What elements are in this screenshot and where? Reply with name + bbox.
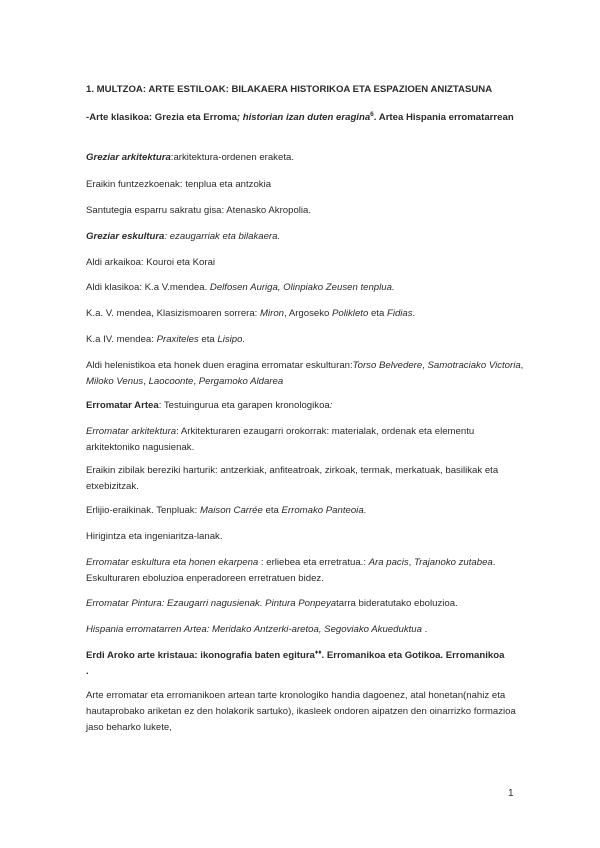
paragraph-hellenistic: Aldi helenistikoa eta honek duen eragina erromatar eskulturan:Torso Belvedere, Samotraciako Victoria, Miloko Venus, Laocoonte, Pergamoko Aldarea <box>86 360 524 387</box>
paragraph-hispania-art: Hispania erromatarren Artea: Meridako Antzerki-aretoa, Segoviako Akueduktua . <box>86 624 428 635</box>
section-heading: 1. MULTZOA: ARTE ESTILOAK: BILAKAERA HISTORIKOA ETA ESPAZIOEN ANIZTASUNA <box>86 84 493 95</box>
paragraph-chronological-gap: Arte erromatar eta erromanikoen artean tarte kronologiko handia dagoenez, atal honetan(nahiz eta hautaprobako ariketan ez den holakorik sartuko), ikasleek ondoren aipatzen den oinarrizko formazioa jaso beharko lukete, <box>86 690 516 733</box>
paragraph-classical-art: -Arte klasikoa: Grezia eta Erroma; historian izan duten eragina$^6$. Artea Hispania erromatarrean <box>86 110 514 123</box>
paragraph-main-buildings: Eraikin funtzezkoenak: tenplua eta antzokia <box>86 179 272 190</box>
paragraph-fourth-century: K.a IV. mendea: Praxiteles eta Lisipo. <box>86 334 246 345</box>
paragraph-roman-sculpture: Erromatar eskultura eta honen ekarpena : erliebea eta erretratua.: Ara pacis, Trajanoko zutabea. Eskulturaren eboluzioa enperadoreen erretratuen bidez. <box>86 557 496 584</box>
paragraph-urbanism: Hirigintza eta ingeniaritza-lanak. <box>86 531 223 542</box>
paragraph-classical-period: Aldi klasikoa: K.a V.mendea. Delfosen Auriga, Olinpiako Zeusen tenplua. <box>86 282 395 293</box>
paragraph-sanctuary: Santutegia esparru sakratu gisa: Atenasko Akropolia. <box>86 205 312 216</box>
paragraph-civil-buildings: Eraikin zibilak bereziki harturik: antzerkiak, anfiteatroak, zirkoak, termak, merkatuak, basilikak eta etxebizitzak. <box>86 465 499 492</box>
paragraph-medieval-art: Erdi Aroko arte kristaua: ikonografia baten egitura♦♦. Erromanikoa eta Gotikoa. Erromanikoa . <box>86 648 505 677</box>
paragraph-roman-architecture: Erromatar arkitektura: Arkitekturaren ezaugarri orokorrak: materialak, ordenak eta elementu arkitektoniko nagusienak. <box>86 426 475 453</box>
page-number: 1 <box>508 788 514 799</box>
paragraph-roman-painting: Erromatar Pintura: Ezaugarri nagusienak. Pintura Ponpeyatarra bideratutako eboluzioa. <box>86 598 458 609</box>
paragraph-greek-sculpture: Greziar eskultura: ezaugarriak eta bilakaera. <box>86 231 281 242</box>
paragraph-greek-architecture: Greziar arkitektura:arkitektura-ordenen eraketa. <box>86 152 294 163</box>
paragraph-religious-buildings: Erlijio-eraikinak. Tenpluak: Maison Carrée eta Erromako Panteoia. <box>86 505 367 516</box>
paragraph-archaic-period: Aldi arkaikoa: Kouroi eta Korai <box>86 257 216 268</box>
paragraph-roman-art: Erromatar Artea: Testuingurua eta garapen kronologikoa: <box>86 400 333 411</box>
paragraph-classicism: K.a. V. mendea, Klasizismoaren sorrera: Miron, Argoseko Polikleto eta Fidias. <box>86 308 416 319</box>
